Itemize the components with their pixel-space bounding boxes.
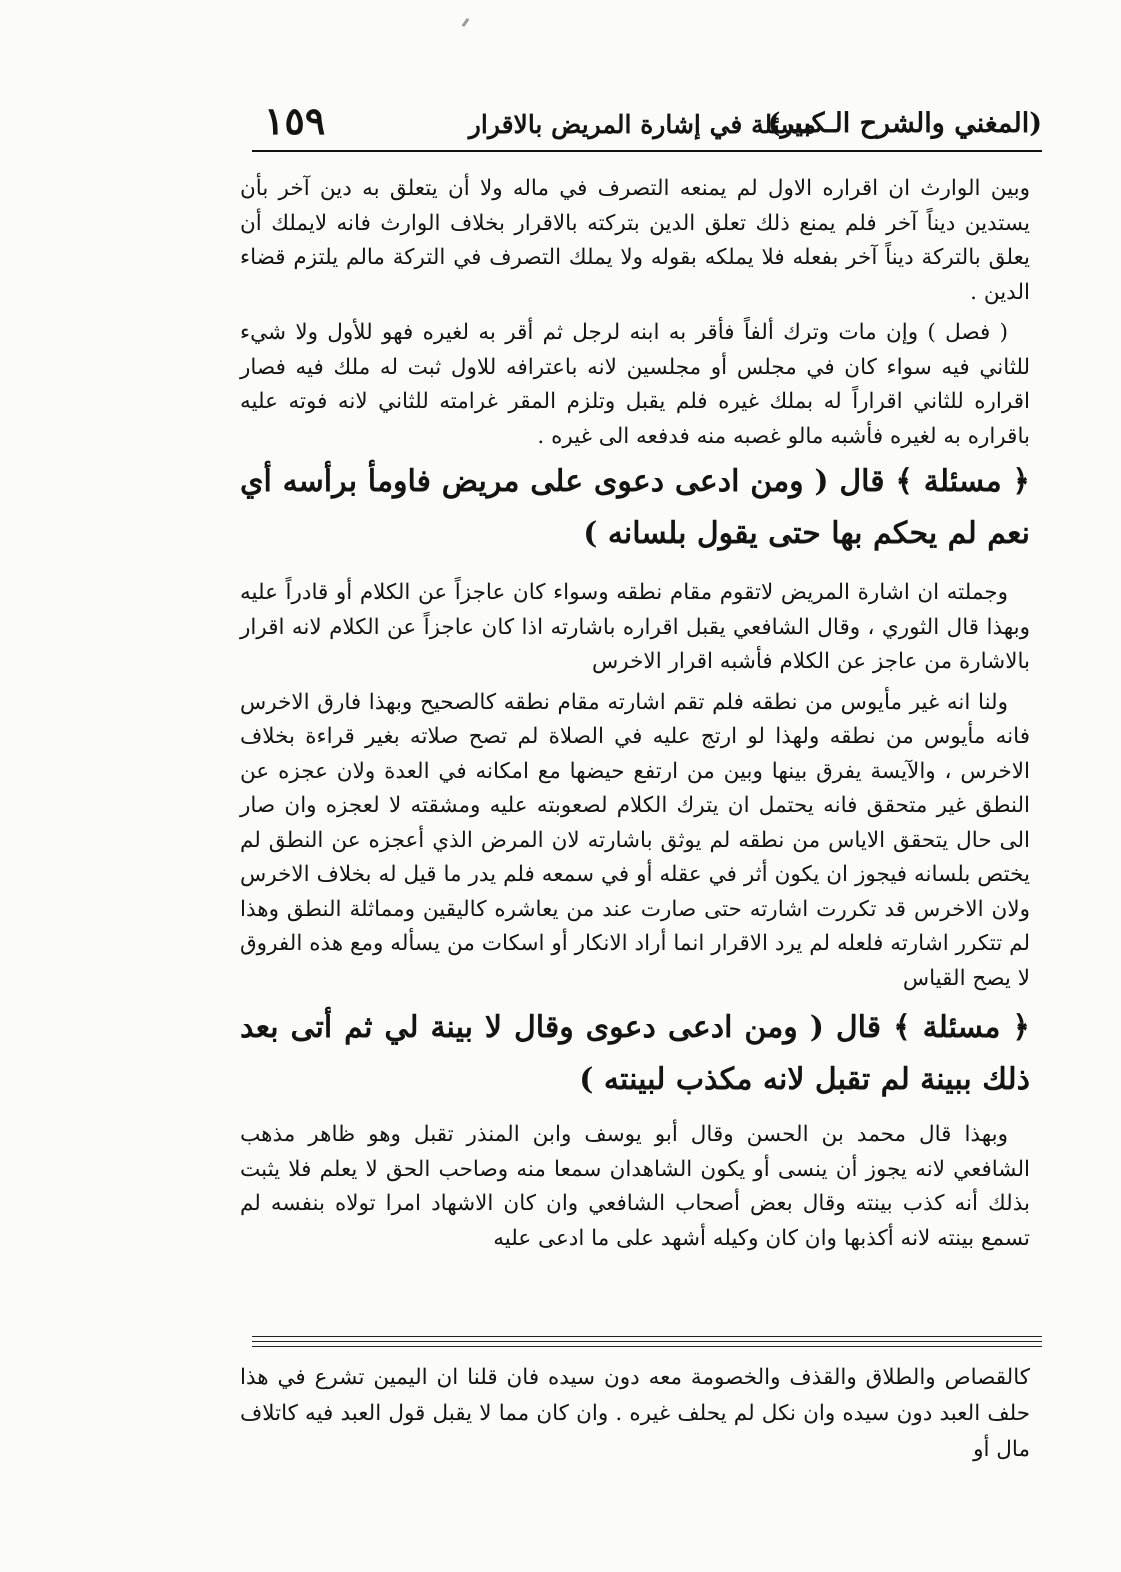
header-rule: [252, 150, 1042, 152]
masala-heading-1: ﴿ مسئلة ﴾ قال ( ومن ادعى دعوى على مريض فاومأ برأسه أي نعم لم يحكم بها حتى يقول بلسانه ): [240, 464, 1030, 551]
paragraph-explanation-3: وبهذا قال محمد بن الحسن وقال أبو يوسف وابن المنذر تقبل وهو ظاهر مذهب الشافعي لانه يجوز أن ينسى أو يكون الشاهدان سمعا منه وصاحب الحق لا يعلم فلا يثبت بذلك أنه كذب بينته وقال بعض أصحاب الشافعي وان كان الاشهاد امرا تولاه بنفسه لم تسمع بينته لانه أكذبها وان كان وكيله أشهد على ما ادعى عليه: [240, 1122, 1030, 1251]
footnote: [240, 1360, 1030, 1468]
footnote-rule: [252, 1336, 1042, 1337]
page-header: [252, 98, 1042, 148]
paragraph-explanation-1: وجملته ان اشارة المريض لاتقوم مقام نطقه وسواء كان عاجزاً عن الكلام أو قادراً عليه وبهذا قال الثوري ، وقال الشافعي يقبل اقراره باشارته اذا كان عاجزاً عن الكلام لانه اقرار بالاشارة من عاجز عن الكلام فأشبه اقرار الاخرس: [240, 580, 1030, 674]
footnote-rule-2: [252, 1341, 1042, 1342]
paragraph-fasl: ( فصل ) وإن مات وترك ألفاً فأقر به ابنه لرجل ثم أقر به لغيره فهو للأول ولا شيء للثاني فيه سواء كان في مجلس أو مجلسين لانه باعترافه للاول ثبت له ملك فيه فصار اقراره للثاني اقراراً له بملك غيره فلم يقبل وتلزم المقر غرامته للثاني لانه فوته عليه باقراره به لغيره فأشبه مالو غصبه منه فدفعه الى غيره .: [240, 320, 1030, 449]
footnote-text: كالقصاص والطلاق والقذف والخصومة معه دون سيده فان قلنا ان اليمين تشرع في هذا حلف العبد دون سيده وان نكل لم يحلف غيره . وان كان مما لا يقبل قول العبد فيه كاتلاف مال أو: [240, 1365, 1030, 1462]
footnote-rule-3: [252, 1346, 1042, 1347]
paragraph-continuation: وبين الوارث ان اقراره الاول لم يمنعه التصرف في ماله ولا أن يتعلق به دين آخر بأن يستدين ديناً آخر فلم يمنع ذلك تعلق الدين بتركته بالاقرار بخلاف الوارث فانه لايملك أن يعلق بالتركة ديناً آخر بفعله فلا يملكه بقوله ولا يملك التصرف في التركة مالم يلتزم قضاء الدين .: [240, 176, 1030, 305]
running-title: مسئلة في إشارة المريض بالاقرار: [468, 110, 816, 139]
page-number: ١٥٩: [264, 98, 326, 143]
book-title: (المغني والشرح الـكبير): [767, 108, 1042, 139]
masala-heading-2: ﴿ مسئلة ﴾ قال ( ومن ادعى دعوى وقال لا بينة لي ثم أتى بعد ذلك ببينة لم تقبل لانه مكذب لبينته ): [240, 1010, 1030, 1097]
paragraph-explanation-2: ولنا انه غير مأيوس من نطقه فلم تقم اشارته مقام نطقه كالصحيح وبهذا فارق الاخرس فانه مأيوس من نطقه ولهذا لو ارتج عليه في الصلاة لم تصح صلاته بغير قراءة بخلاف الاخرس ، والآيسة يفرق بينها وبين من ارتفع حيضها مع امكانه في العدة ولان عجزه عن النطق غير متحقق فانه يحتمل ان يترك الكلام لصعوبته عليه ومشقته لا لعجزه وان صار الى حال يتحقق الاياس من نطقه لم يوثق باشارته لان المرض الذي أعجزه عن النطق لم يختص بلسانه فيجوز ان يكون أثر في عقله أو في سمعه فلم يدر ما قيل له بخلاف الاخرس ولان الاخرس قد تكررت اشارته حتى صارت عند من يعاشره كاليقين ومماثلة النطق وهذا لم تتكرر اشارته فلعله لم يرد الاقرار انما أراد الانكار أو اسكات من يسأله ومع هذه الفروق لا يصح القياس: [240, 689, 1030, 991]
main-text: [240, 172, 1030, 1256]
scan-speck: [462, 18, 470, 27]
